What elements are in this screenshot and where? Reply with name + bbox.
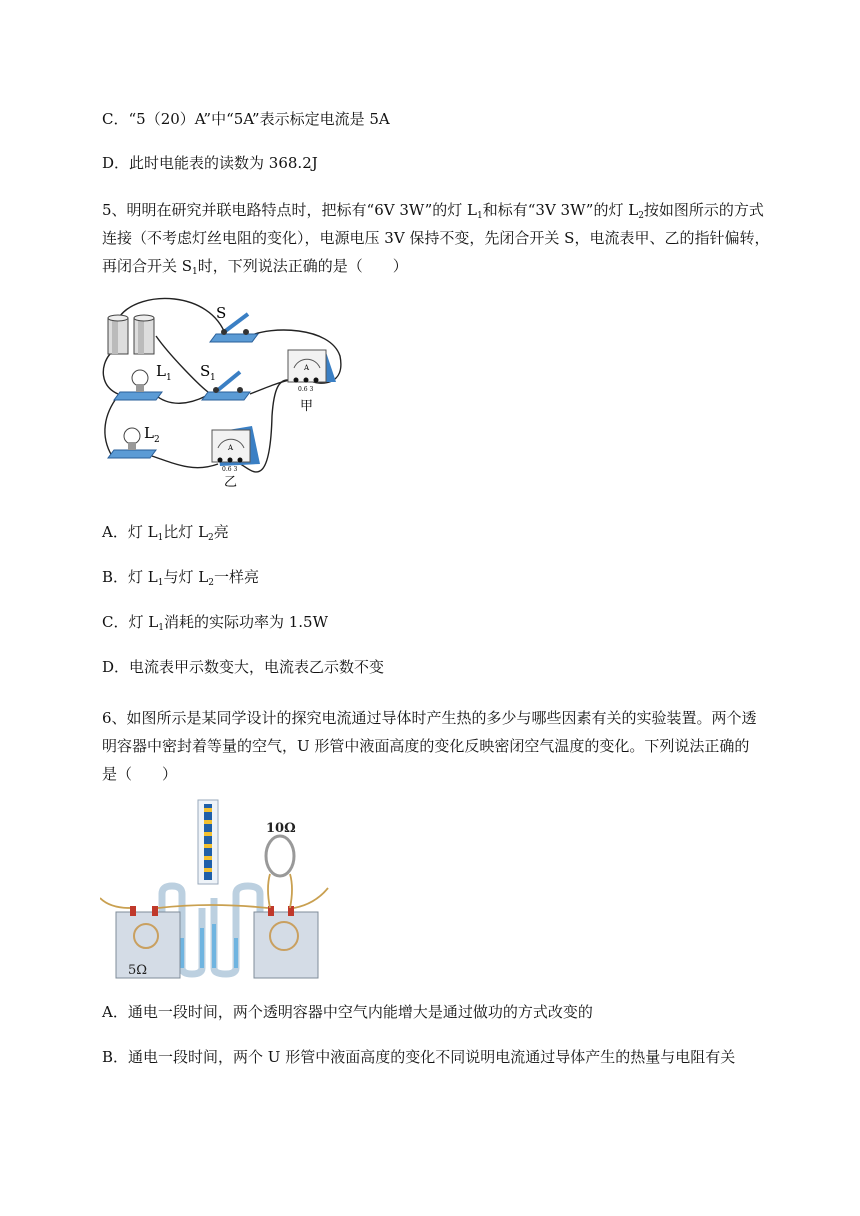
q4-option-d: D．此时电能表的读数为 368.2J [102,154,318,172]
q6-option-b: B．通电一段时间，两个 U 形管中液面高度的变化不同说明电流通过导体产生的热量与电阻有关 [102,1048,736,1066]
label-switch-s: S [216,304,227,322]
q6-option-a: A．通电一段时间，两个透明容器中空气内能增大是通过做功的方式改变的 [102,1003,593,1021]
label-lamp-l1-sub: 1 [166,373,172,383]
label-lamp-l2: L [144,424,154,442]
q5-stem-line3: 再闭合开关 $S_1$时，下列说法正确的是（ ） [102,257,408,277]
container-left-icon [116,906,180,978]
scale-strip-icon [198,800,218,884]
q6-stem: 6、如图所示是某同学设计的探究电流通过导体时产生热的多少与哪些因素有关的实验装置。两个透明容器中密封着等量的空气，U 形管中液面高度的变化反映密闭空气温度的变化。下列说法正确的是（ ） [102,709,757,783]
container-right-icon [254,906,318,978]
ammeter-yi-icon [212,426,260,466]
label-resistor-10ohm: 10Ω [266,821,296,836]
ammeter-yi-scale: 0.6 3 [222,466,238,473]
label-lamp-l1: L [156,362,166,380]
q5-option-d: D．电流表甲示数变大，电流表乙示数不变 [102,658,385,676]
q4-option-c: C．“5（20）A”中“5A”表示标定电流是 5A [102,110,390,128]
label-switch-s1-sub: 1 [210,373,216,383]
q5-option-b: B．灯 $L_1$与灯 $L_2$一样亮 [102,568,259,588]
q5-option-a: A．灯 $L_1$比灯 $L_2$亮 [102,523,229,543]
ammeter-yi-unit: A [228,444,234,452]
ammeter-jia-icon [288,350,336,383]
q5-option-c: C．灯 $L_1$消耗的实际功率为 1.5W [102,613,328,633]
label-switch-s1: S [200,362,211,380]
q5-stem-line1: 5、明明在研究并联电路特点时，把标有“6V 3W”的灯 $L_1$和标有“3V 3W”的灯 $L_2$按如图所示的方式 [102,201,764,221]
ammeter-yi-label: 乙 [224,475,238,488]
ammeter-jia-unit: A [304,364,310,372]
q5-stem-line2: 连接（不考虑灯丝电阻的变化），电源电压 3V 保持不变，先闭合开关 S，电流表甲、乙的指针偏转， [102,229,770,247]
label-resistor-5ohm: 5Ω [128,963,148,978]
ammeter-jia-label: 甲 [300,399,314,414]
battery-icon [108,315,154,354]
q6-apparatus-figure [100,798,330,984]
q5-circuit-figure [100,296,350,488]
lamp-l1-icon [114,370,162,400]
label-lamp-l2-sub: 2 [154,435,160,445]
ammeter-jia-scale: 0.6 3 [298,386,314,393]
